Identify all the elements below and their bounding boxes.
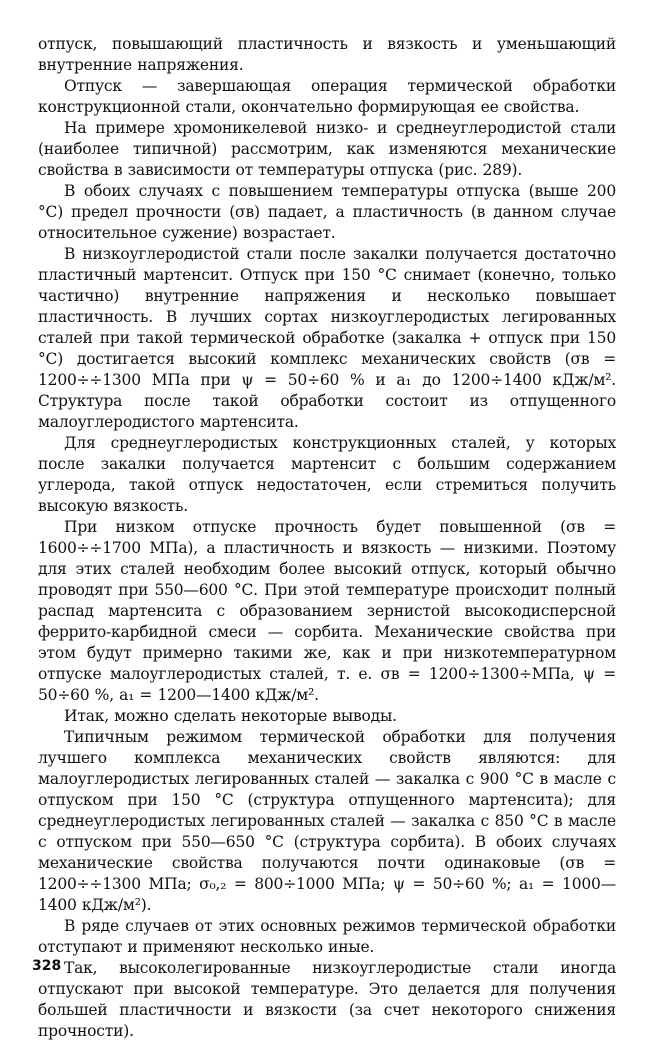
paragraph-9: Типичным режимом термической обработки для получения лучшего комплекса механических свойств являются: для малоуглеродистых легированных сталей — закалка с 900 °С в масле с отпуском при 150 °С (структура отпущенного мартенсита); для среднеуглеродистых легированных сталей — закалка с 850 °С в масле с отпуском при 550—650 °С (структура сорбита). В обоих случаях механические свойства получаются почти одинаковые (σв = 1200÷÷1300 МПа; σ₀,₂ = 800÷1000 МПа; ψ = 50÷60 %; a₁ = 1000—1400 кДж/м²). bbox=[38, 728, 616, 914]
paragraph-10: В ряде случаев от этих основных режимов термической обработки отступают и применяют несколько иные. bbox=[38, 917, 616, 956]
paragraph-8: Итак, можно сделать некоторые выводы. bbox=[64, 707, 397, 725]
paragraph-3: На примере хромоникелевой низко- и среднеуглеродистой стали (наиболее типичной) рассмотрим, как изменяются механические свойства в зависимости от температуры отпуска (рис. 289). bbox=[38, 119, 616, 179]
paragraph-2: Отпуск — завершающая операция термической обработки конструкционной стали, окончательно формирующая ее свойства. bbox=[38, 77, 616, 116]
page-body bbox=[38, 34, 616, 1042]
paragraph-1: отпуск, повышающий пластичность и вязкость и уменьшающий внутренние напряжения. bbox=[38, 35, 616, 74]
paragraph-4: В обоих случаях с повышением температуры отпуска (выше 200 °С) предел прочности (σв) падает, а пластичность (в данном случае относительное сужение) возрастает. bbox=[38, 182, 616, 242]
page-number: 328 bbox=[32, 958, 62, 974]
paragraph-11: Так, высоколегированные низкоуглеродистые стали иногда отпускают при высокой температуре. Это делается для получения большей пластичности и вязкости (за счет некоторого снижения прочности). bbox=[38, 959, 616, 1040]
paragraph-5: В низкоуглеродистой стали после закалки получается достаточно пластичный мартенсит. Отпуск при 150 °С снимает (конечно, только частично) внутренние напряжения и несколько повышает пластичность. В лучших сортах низкоуглеродистых легированных сталей при такой термической обработке (закалка + отпуск при 150 °С) достигается высокий комплекс механических свойств (σв = 1200÷÷1300 МПа при ψ = 50÷60 % и a₁ до 1200÷1400 кДж/м². Структура после такой обработки состоит из отпущенного малоуглеродистого мартенсита. bbox=[38, 245, 616, 431]
paragraph-6: Для среднеуглеродистых конструкционных сталей, у которых после закалки получается мартенсит с большим содержанием углерода, такой отпуск недостаточен, если стремиться получить высокую вязкость. bbox=[38, 434, 616, 515]
paragraph-7: При низком отпуске прочность будет повышенной (σв = 1600÷÷1700 МПа), а пластичность и вязкость — низкими. Поэтому для этих сталей необходим более высокий отпуск, который обычно проводят при 550—600 °С. При этой температуре происходит полный распад мартенсита с образованием зернистой высокодисперсной феррито-карбидной смеси — сорбита. Механические свойства при этом будут примерно такими же, как и при низкотемпературном отпуске малоуглеродистых сталей, т. е. σв = 1200÷1300÷МПа, ψ = 50÷60 %, a₁ = 1200—1400 кДж/м². bbox=[38, 518, 616, 704]
